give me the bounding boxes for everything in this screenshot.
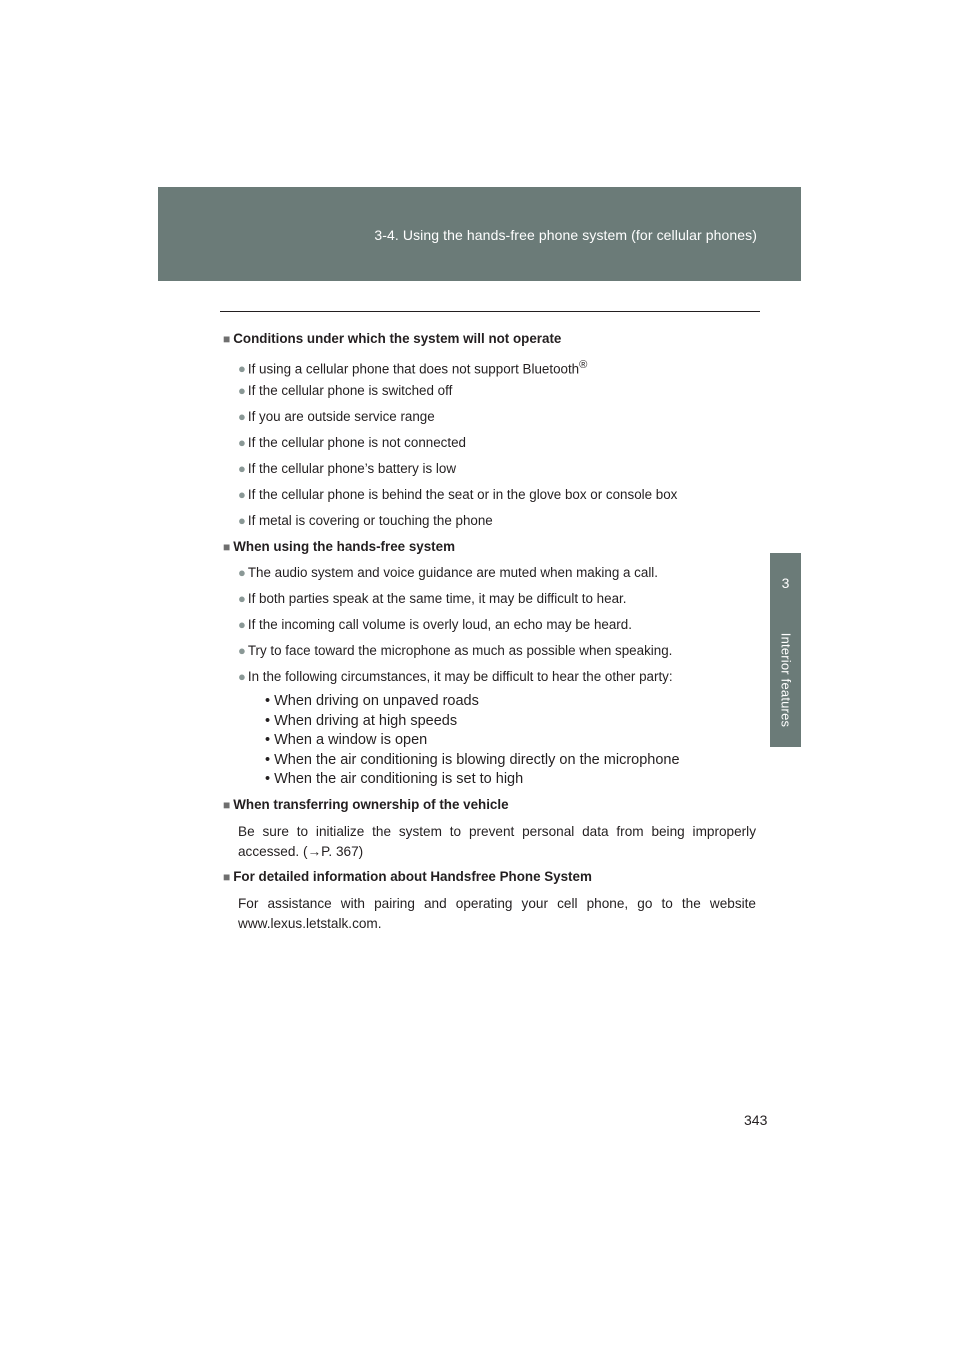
page-number: 343 bbox=[744, 1112, 768, 1128]
circle-bullet-icon: ● bbox=[238, 513, 246, 528]
section-paragraph: For assistance with pairing and operating your cell phone, go to the website www.lexus.letstalk.com. bbox=[238, 895, 756, 931]
sub-list bbox=[223, 692, 756, 790]
circle-bullet-icon: ● bbox=[238, 487, 246, 502]
list-item: ● If the cellular phone is switched off bbox=[238, 383, 453, 398]
square-bullet-icon: ■ bbox=[223, 540, 231, 554]
circle-bullet-icon: ● bbox=[238, 565, 246, 580]
circle-bullet-icon: ● bbox=[238, 617, 246, 632]
dot-bullet-icon: • bbox=[265, 693, 275, 709]
list-item: ● Try to face toward the microphone as much as possible when speaking. bbox=[238, 643, 673, 658]
dot-bullet-icon: • bbox=[265, 732, 275, 748]
list-item: ● If the cellular phone is not connected bbox=[238, 435, 466, 450]
dot-bullet-icon: • bbox=[265, 712, 275, 729]
circle-bullet-icon: ● bbox=[238, 409, 246, 424]
list-item: ● In the following circumstances, it may be difficult to hear the other party: bbox=[238, 669, 673, 684]
list-item: ● If the cellular phone’s battery is low bbox=[238, 461, 457, 476]
square-bullet-icon: ■ bbox=[223, 869, 231, 884]
chapter-number: 3 bbox=[781, 575, 790, 591]
list-item: ● The audio system and voice guidance are muted when making a call. bbox=[238, 565, 658, 580]
sub-list-item: • When driving on unpaved roads bbox=[265, 693, 479, 709]
section-heading: ■ When using the hands-free system bbox=[223, 539, 455, 554]
circle-bullet-icon: ● bbox=[238, 383, 246, 398]
square-bullet-icon: ■ bbox=[223, 332, 231, 346]
circle-bullet-icon: ● bbox=[238, 643, 246, 658]
square-bullet-icon: ■ bbox=[223, 797, 231, 812]
sub-list-item: • When driving at high speeds bbox=[265, 712, 458, 729]
dot-bullet-icon: • bbox=[265, 751, 275, 768]
sub-list-item: • When the air conditioning is set to high bbox=[265, 771, 524, 787]
list-item: ● If the cellular phone is behind the seat or in the glove box or console box bbox=[238, 487, 678, 502]
list-item: ● If metal is covering or touching the phone bbox=[238, 513, 493, 528]
list-item: ● If the incoming call volume is overly loud, an echo may be heard. bbox=[238, 617, 632, 632]
list-item: ● If you are outside service range bbox=[238, 409, 435, 424]
section-heading: ■ For detailed information about Handsfree Phone System bbox=[223, 868, 592, 884]
page-content bbox=[223, 330, 756, 940]
chapter-side-tab bbox=[770, 553, 801, 747]
circle-bullet-icon: ● bbox=[238, 591, 246, 606]
sub-list-item: • When the air conditioning is blowing directly on the microphone bbox=[265, 751, 680, 768]
header-divider bbox=[220, 311, 760, 312]
chapter-label: Interior features bbox=[778, 632, 793, 728]
section-heading: ■ Conditions under which the system will not operate bbox=[223, 331, 562, 346]
section-paragraph: Be sure to initialize the system to prevent personal data from being improperly accessed. (→P. 367) bbox=[238, 823, 756, 859]
list-item: ● If using a cellular phone that does not support Bluetooth® bbox=[238, 359, 588, 377]
chapter-header-band bbox=[158, 187, 801, 281]
circle-bullet-icon: ● bbox=[238, 361, 246, 377]
circle-bullet-icon: ● bbox=[238, 461, 246, 476]
dot-bullet-icon: • bbox=[265, 771, 275, 787]
list-item: ● If both parties speak at the same time, it may be difficult to hear. bbox=[238, 591, 627, 606]
chapter-header-title: 3-4. Using the hands-free phone system (for cellular phones) bbox=[374, 227, 757, 243]
section-heading: ■ When transferring ownership of the vehicle bbox=[223, 796, 509, 812]
circle-bullet-icon: ● bbox=[238, 435, 246, 450]
circle-bullet-icon: ● bbox=[238, 669, 246, 684]
sub-list-item: • When a window is open bbox=[265, 732, 428, 748]
